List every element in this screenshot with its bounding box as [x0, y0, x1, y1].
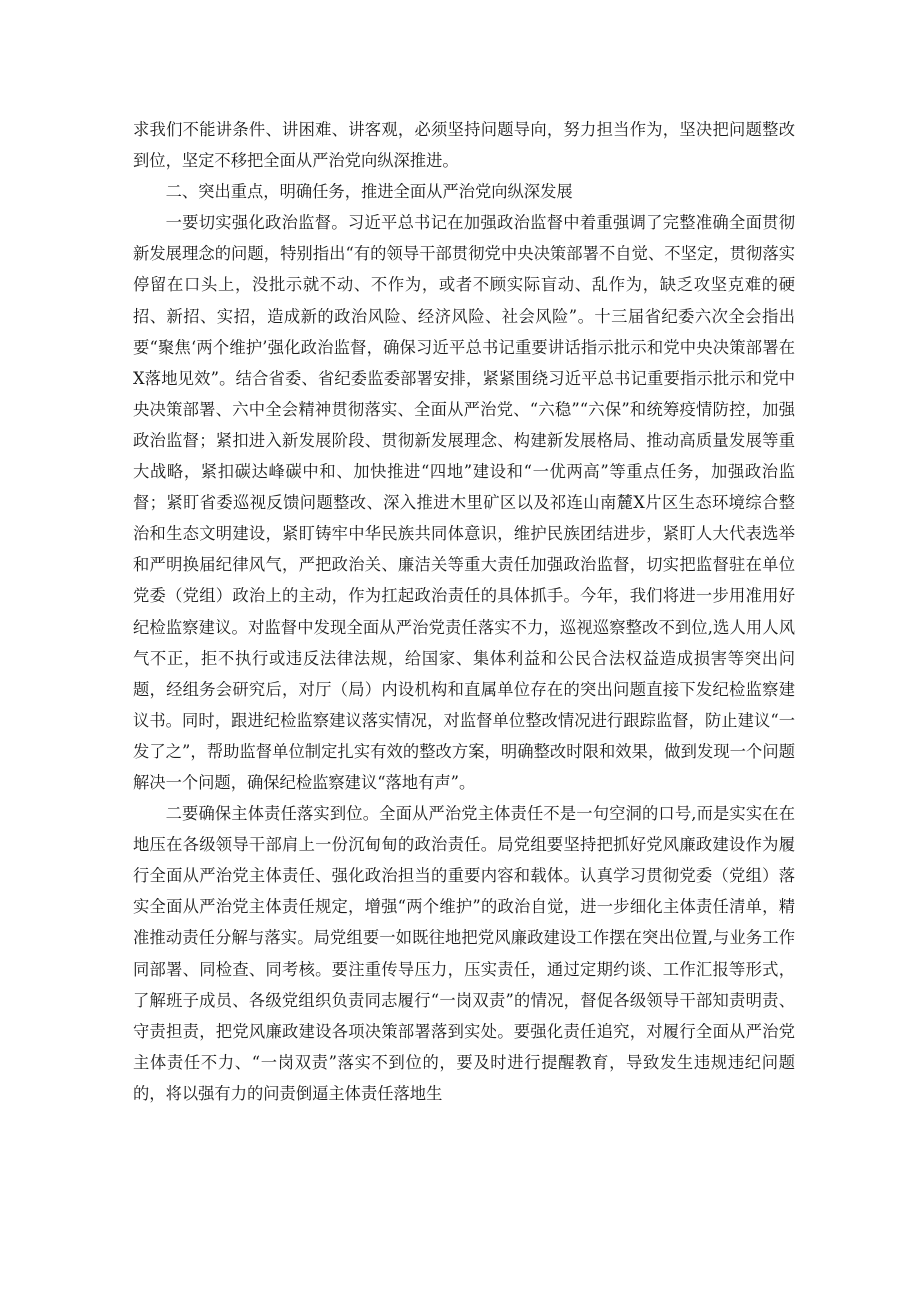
paragraph-main-responsibility: 二要确保主体责任落实到位。全面从严治党主体责任不是一句空洞的口号,而是实实在在地压在各级领导干部肩上一份沉甸甸的政治责任。局党组要坚持把抓好党风廉政建设作为履行全面从严治党主体责任、强化政治担当的重要内容和载体。认真学习贯彻党委（党组）落实全面从严治党主体责任规定，增强“两个维护”的政治自觉，进一步细化主体责任清单，精准推动责任分解与落实。局党组要一如既往地把党风廉政建设工作摆在突出位置,与业务工作同部署、同检查、同考核。要注重传导压力，压实责任，通过定期约谈、工作汇报等形式，了解班子成员、各级党组织负责同志履行“一岗双责”的情况，督促各级领导干部知责明责、守责担责，把党风廉政建设各项决策部署落到实处。要强化责任追究，对履行全面从严治党主体责任不力、“一岗双责”落实不到位的，要及时进行提醒教育，导致发生违规违纪问题的，将以强有力的问责倒逼主体责任落地生 [133, 804, 795, 1103]
paragraph-continuation: 求我们不能讲条件、讲困难、讲客观，必须坚持问题导向，努力担当作为，坚决把问题整改到位，坚定不移把全面从严治党向纵深推进。 [133, 120, 795, 171]
paragraph-political-supervision: 一要切实强化政治监督。习近平总书记在加强政治监督中着重强调了完整准确全面贯彻新发展理念的问题，特别指出“有的领导干部贯彻党中央决策部署不自觉、不坚定，贯彻落实停留在口头上，没批示就不动、不作为，或者不顾实际盲动、乱作为，缺乏攻坚克难的硬招、新招、实招，造成新的政治风险、经济风险、社会风险”。十三届省纪委六次全会指出要“聚焦‘两个维护’强化政治监督，确保习近平总书记重要讲话指示批示和党中央决策部署在X落地见效”。结合省委、省纪委监委部署安排，紧紧围绕习近平总书记重要指示批示和党中央决策部署、六中全会精神贯彻落实、全面从严治党、“六稳”“六保”和统筹疫情防控，加强政治监督；紧扣进入新发展阶段、贯彻新发展理念、构建新发展格局、推动高质量发展等重大战略，紧扣碳达峰碳中和、加快推进“四地”建设和“一优两高”等重点任务，加强政治监督；紧盯省委巡视反馈问题整改、深入推进木里矿区以及祁连山南麓X片区生态环境综合整治和生态文明建设，紧盯铸牢中华民族共同体意识，维护民族团结进步，紧盯人大代表选举和严明换届纪律风气，严把政治关、廉洁关等重大责任加强政治监督，切实把监督驻在单位党委（党组）政治上的主动，作为扛起政治责任的具体抓手。今年，我们将进一步用准用好纪检监察建议。对监督中发现全面从严治党责任落实不力，巡视巡察整改不到位,选人用人风气不正，拒不执行或违反法律法规，给国家、集体利益和公民合法权益造成损害等突出问题，经组务会研究后，对厅（局）内设机构和直属单位存在的突出问题直接下发纪检监察建议书。同时，跟进纪检监察建议落实情况，对监督单位整改情况进行跟踪监督，防止建议“一发了之”，帮助监督单位制定扎实有效的整改方案，明确整改时限和效果，做到发现一个问题解决一个问题，确保纪检监察建议“落地有声”。 [133, 213, 795, 792]
document-body [133, 114, 795, 1109]
section-heading: 二、突出重点，明确任务，推进全面从严治党向纵深发展 [165, 182, 573, 202]
